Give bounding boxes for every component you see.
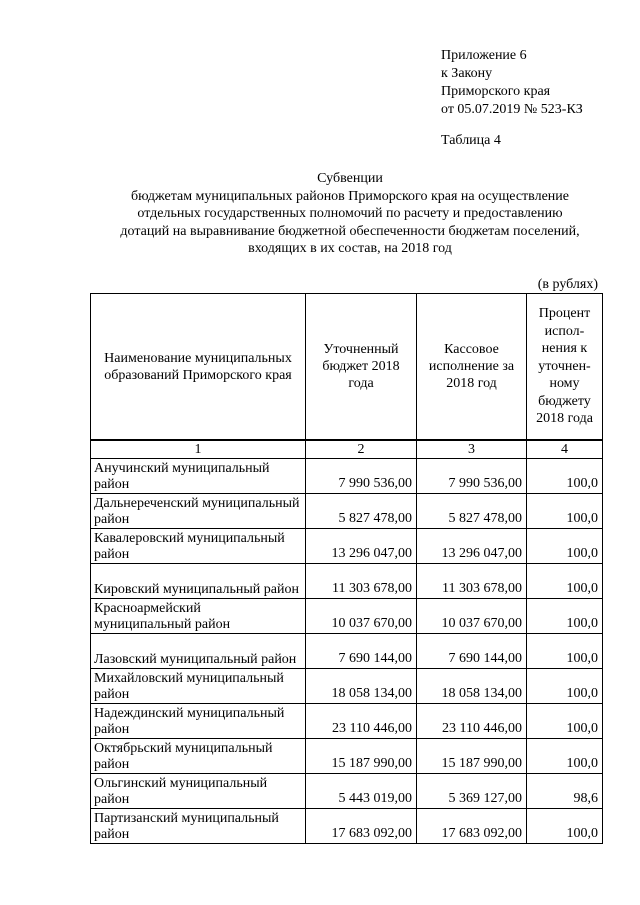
budget-cell: 7 690 144,00 xyxy=(306,634,417,669)
table-header-row xyxy=(91,294,603,441)
municipality-name-cell: Кировский муниципальный район xyxy=(91,564,306,599)
budget-cell: 5 443 019,00 xyxy=(306,774,417,809)
execution-cell: 7 990 536,00 xyxy=(417,459,527,494)
table-row xyxy=(91,459,603,494)
budget-cell: 11 303 678,00 xyxy=(306,564,417,599)
header-percent: Процент испол-нения к уточнен-ному бюджету 2018 года xyxy=(527,294,603,441)
execution-cell: 17 683 092,00 xyxy=(417,809,527,844)
table-row xyxy=(91,704,603,739)
percent-cell: 100,0 xyxy=(527,704,603,739)
municipality-name-cell: Михайловский муниципальный район xyxy=(91,669,306,704)
appendix-line: Приложение 6 xyxy=(441,48,527,63)
column-number: 1 xyxy=(91,440,306,459)
title-line: бюджетам муниципальных районов Приморского края на осуществление xyxy=(131,188,569,204)
header-budget: Уточненный бюджет 2018 года xyxy=(306,294,417,441)
header-execution: Кассовое исполнение за 2018 год xyxy=(417,294,527,441)
appendix-reference xyxy=(441,47,583,119)
percent-cell: 100,0 xyxy=(527,494,603,529)
appendix-line: к Закону xyxy=(441,66,493,81)
percent-cell: 100,0 xyxy=(527,809,603,844)
budget-cell: 15 187 990,00 xyxy=(306,739,417,774)
execution-cell: 13 296 047,00 xyxy=(417,529,527,564)
execution-cell: 18 058 134,00 xyxy=(417,669,527,704)
table-label: Таблица 4 xyxy=(441,133,501,148)
execution-cell: 15 187 990,00 xyxy=(417,739,527,774)
percent-cell: 98,6 xyxy=(527,774,603,809)
budget-cell: 13 296 047,00 xyxy=(306,529,417,564)
execution-cell: 11 303 678,00 xyxy=(417,564,527,599)
municipality-name-cell: Октябрьский муниципальный район xyxy=(91,739,306,774)
subventions-table xyxy=(90,293,603,844)
percent-cell: 100,0 xyxy=(527,739,603,774)
municipality-name-cell: Ольгинский муниципальный район xyxy=(91,774,306,809)
budget-cell: 18 058 134,00 xyxy=(306,669,417,704)
table-row xyxy=(91,634,603,669)
municipality-name-cell: Красноармейский муниципальный район xyxy=(91,599,306,634)
municipality-name-cell: Дальнереченский муниципальный район xyxy=(91,494,306,529)
percent-cell: 100,0 xyxy=(527,634,603,669)
column-number: 2 xyxy=(306,440,417,459)
budget-cell: 17 683 092,00 xyxy=(306,809,417,844)
table-row xyxy=(91,529,603,564)
municipality-name-cell: Анучинский муниципальный район xyxy=(91,459,306,494)
budget-cell: 7 990 536,00 xyxy=(306,459,417,494)
table-row xyxy=(91,564,603,599)
title-line: входящих в их состав, на 2018 год xyxy=(248,241,452,256)
municipality-name-cell: Кавалеровский муниципальный район xyxy=(91,529,306,564)
header-municipality: Наименование муниципальных образований Приморского края xyxy=(91,294,306,441)
execution-cell: 5 369 127,00 xyxy=(417,774,527,809)
appendix-line: Приморского края xyxy=(441,84,551,99)
column-number: 3 xyxy=(417,440,527,459)
municipality-name-cell: Партизанский муниципальный район xyxy=(91,809,306,844)
percent-cell: 100,0 xyxy=(527,599,603,634)
title-line: дотаций на выравнивание бюджетной обеспеченности бюджетам поселений, xyxy=(120,223,580,239)
execution-cell: 7 690 144,00 xyxy=(417,634,527,669)
table-row xyxy=(91,494,603,529)
budget-cell: 23 110 446,00 xyxy=(306,704,417,739)
units-note: (в рублях) xyxy=(537,277,598,292)
percent-cell: 100,0 xyxy=(527,669,603,704)
column-number: 4 xyxy=(527,440,603,459)
table-row xyxy=(91,809,603,844)
budget-cell: 10 037 670,00 xyxy=(306,599,417,634)
municipality-name-cell: Надеждинский муниципальный район xyxy=(91,704,306,739)
title-line: Субвенции xyxy=(317,171,383,186)
column-number-row xyxy=(91,440,603,459)
execution-cell: 5 827 478,00 xyxy=(417,494,527,529)
table-row xyxy=(91,774,603,809)
execution-cell: 23 110 446,00 xyxy=(417,704,527,739)
appendix-line: от 05.07.2019 № 523-КЗ xyxy=(441,102,583,117)
table-row xyxy=(91,669,603,704)
execution-cell: 10 037 670,00 xyxy=(417,599,527,634)
percent-cell: 100,0 xyxy=(527,459,603,494)
percent-cell: 100,0 xyxy=(527,564,603,599)
municipality-name-cell: Лазовский муниципальный район xyxy=(91,634,306,669)
budget-cell: 5 827 478,00 xyxy=(306,494,417,529)
table-row xyxy=(91,599,603,634)
title-line: отдельных государственных полномочий по расчету и предоставлению xyxy=(137,206,563,221)
table-row xyxy=(91,739,603,774)
document-title xyxy=(90,170,610,258)
percent-cell: 100,0 xyxy=(527,529,603,564)
